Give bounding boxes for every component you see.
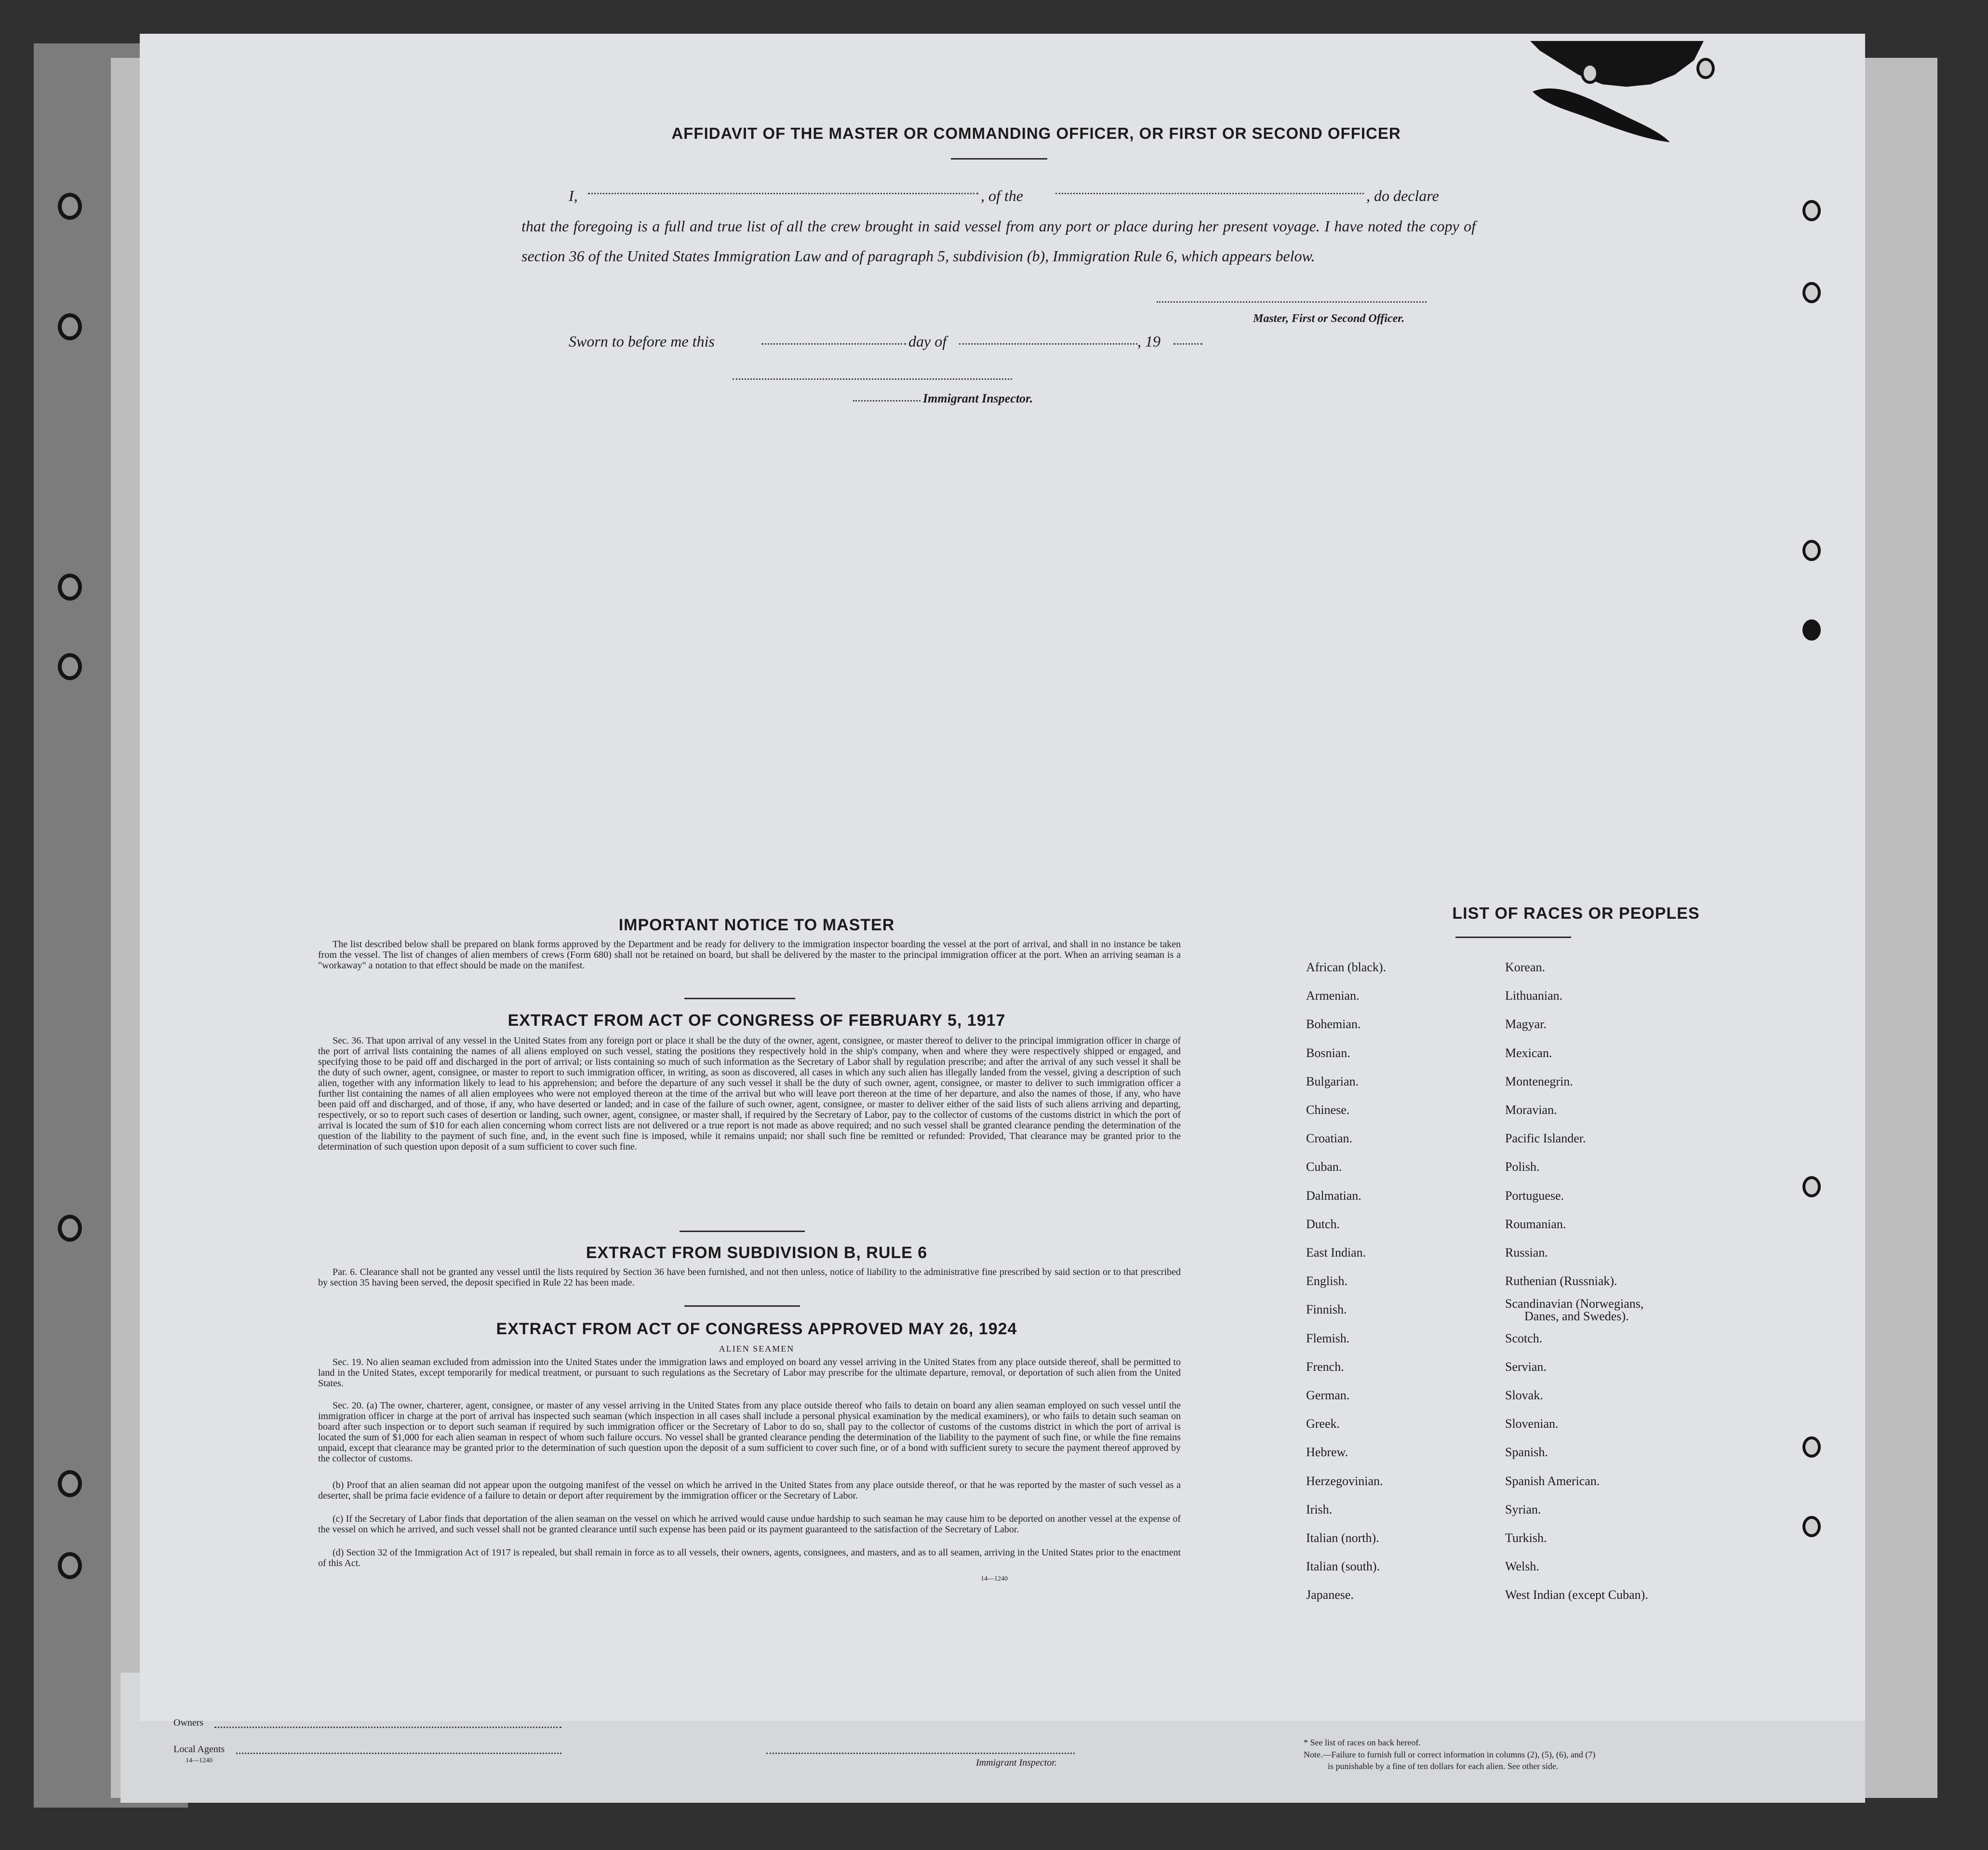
sec20d-body: (d) Section 32 of the Immigration Act of 1917 is repealed, but shall remain in force as to all vessels, their owners, agents, consignees, and masters, and as to all seamen, arriving in the United States prior to the enactment of this Act. <box>318 1547 1181 1568</box>
race-item: West Indian (except Cuban). <box>1505 1588 1648 1602</box>
footer-inspector-label: Immigrant Inspector. <box>976 1757 1057 1768</box>
race-item: Montenegrin. <box>1505 1074 1573 1088</box>
vessel-blank <box>1055 193 1364 194</box>
race-item: French. <box>1306 1360 1344 1374</box>
month-blank <box>959 343 1137 345</box>
races-title: LIST OF RACES OR PEOPLES <box>1452 904 1700 923</box>
inspector-label: Immigrant Inspector. <box>923 391 1033 405</box>
race-item: Dalmatian. <box>1306 1189 1361 1203</box>
notice-title: IMPORTANT NOTICE TO MASTER <box>618 916 895 934</box>
binder-hole-icon <box>58 313 82 340</box>
extract-1924-title: EXTRACT FROM ACT OF CONGRESS APPROVED MAY 26, 1924 <box>496 1320 1017 1338</box>
document-page <box>140 34 1865 1721</box>
race-item: Cuban. <box>1306 1160 1342 1174</box>
divider <box>1455 937 1571 938</box>
race-item: Finnish. <box>1306 1302 1347 1316</box>
divider <box>684 1305 800 1307</box>
punch-hole-icon <box>1802 1516 1821 1537</box>
race-item: Hebrew. <box>1306 1445 1348 1459</box>
sec20b-body: (b) Proof that an alien seaman did not appear upon the outgoing manifest of the vessel on which he arrived in the United States from any place outside thereof, or that he was reported by the master of such vessel as a deserter, shall be prima facie evidence of a failure to detain or deport after requirement by the immigration officer or the Secretary of Labor. <box>318 1480 1181 1501</box>
inspector-blank-2 <box>853 400 921 402</box>
race-item: Spanish. <box>1505 1445 1548 1459</box>
year-blank <box>1174 343 1202 345</box>
race-item: Ruthenian (Russniak). <box>1505 1274 1617 1288</box>
affidavit-declare: , do declare <box>1366 187 1439 204</box>
race-item: Herzegovinian. <box>1306 1474 1383 1488</box>
race-item: Welsh. <box>1505 1559 1539 1573</box>
ink-blot-icon <box>1528 77 1672 149</box>
extract-1917-title: EXTRACT FROM ACT OF CONGRESS OF FEBRUARY 5, 1917 <box>507 1011 1006 1030</box>
owners-blank <box>214 1727 561 1728</box>
race-item: Turkish. <box>1505 1531 1547 1545</box>
race-item: Slovenian. <box>1505 1417 1559 1431</box>
name-blank <box>588 193 978 194</box>
affidavit-of-the: , of the <box>981 187 1023 204</box>
race-item: Slovak. <box>1505 1388 1543 1402</box>
race-item: Croatian. <box>1306 1131 1353 1145</box>
race-item: Italian (north). <box>1306 1531 1379 1545</box>
sworn-prefix: Sworn to before me this <box>569 333 715 350</box>
inspector-signature-blank <box>733 378 1012 380</box>
punch-hole-icon <box>1802 1436 1821 1458</box>
race-item: Servian. <box>1505 1360 1547 1374</box>
extract-1917-body: Sec. 36. That upon arrival of any vessel in the United States from any foreign port or place it shall be the duty of the owner, agent, consignee, or master thereof to deliver to the principal immigration officer in charge of the port of arrival lists containing the names of all aliens employed on such vessel, stating the positions they respectively hold in the ship's company, when and where they were respectively shipped or engaged, and specifying those to be paid off and discharged in the port of arrival; or lists containing so much of such information as the Secretary of Labor shall by regulation prescribe; and after the arrival of any such vessel it shall be the duty of such owner, agent, consignee, or master to report to such immigration officer, in writing, as soon as discovered, all cases in which any such alien has illegally landed from the vessel, giving a description of such alien, together with any information likely to lead to his apprehension; and before the departure of any such vessel it shall be the duty of such owner, agent, consignee, or master to deliver to such immigration officer a further list containing the names of all alien employees who were not employed thereon at the time of the arrival but who will leave port thereon at the time of her departure, and also the names of those, if any, who have been paid off and discharged, and of those, if any, who have deserted or landed; and in case of the failure of such owner, agent, consignee, or master to deliver either of the said lists of such aliens arriving and departing, respectively, or so to report such cases of desertion or landing, such owner, agent, consignee, or master shall, if required by the Secretary of Labor, pay to the collector of customs of the customs district in which the port of arrival is located the sum of $10 for each alien concerning whom correct lists are not delivered or a true report is not made as above required; and no such vessel shall be granted clearance pending the determination of the question of the liability to the payment of such fine, and, in the event such fine is imposed, while it remains unpaid; nor shall such fine be remitted or refunded: Provided, That clearance may be granted prior to the determination of such question upon deposit of a sum sufficient to cover such fine. <box>318 1035 1181 1152</box>
signature-label: Master, First or Second Officer. <box>1253 312 1405 325</box>
punch-hole-icon <box>1802 1176 1821 1197</box>
affidavit-title: AFFIDAVIT OF THE MASTER OR COMMANDING OFFICER, OR FIRST OR SECOND OFFICER <box>671 124 1401 142</box>
punch-hole-icon <box>1581 63 1599 84</box>
race-item: Lithuanian. <box>1505 989 1563 1003</box>
punch-hole-icon <box>1696 58 1715 79</box>
binder-hole-icon <box>58 574 82 601</box>
notice-body: The list described below shall be prepared on blank forms approved by the Department and be ready for delivery to the immigration inspector boarding the vessel at the port of arrival, and shall in no instance be taken from the vessel. The list of changes of alien members of crews (Form 680) shall not be retained on board, but shall be delivered by the master to the principal immigration officer at the port. When an arriving seaman is a "workaway" a notation to that effect should be made on the manifest. <box>318 939 1181 971</box>
race-item: Russian. <box>1505 1246 1548 1260</box>
race-item: Roumanian. <box>1505 1217 1566 1231</box>
race-item: Greek. <box>1306 1417 1340 1431</box>
divider <box>680 1231 805 1232</box>
race-item: English. <box>1306 1274 1348 1288</box>
affidavit-i: I, <box>569 187 578 204</box>
extract-rule6-body: Par. 6. Clearance shall not be granted any vessel until the lists required by Section 36 have been furnished, and not then unless, notice of liability to the administrative fine prescribed by said section or to that prescribed by section 35 having been served, the deposit specified in Rule 22 has been made. <box>318 1267 1181 1288</box>
day-blank <box>761 343 906 345</box>
race-item: Korean. <box>1505 960 1546 974</box>
race-item: Chinese. <box>1306 1103 1350 1117</box>
race-item: Pacific Islander. <box>1505 1131 1586 1145</box>
punch-hole-icon <box>1802 540 1821 561</box>
see-list-note: * See list of races on back hereof. <box>1304 1738 1421 1747</box>
signature-blank <box>1157 301 1427 303</box>
race-item: Scandinavian (Norwegians, <box>1505 1297 1644 1311</box>
race-item: Bulgarian. <box>1306 1074 1359 1088</box>
race-item-continued: Danes, and Swedes). <box>1524 1309 1629 1323</box>
race-item: Armenian. <box>1306 989 1360 1003</box>
binder-hole-icon <box>58 193 82 220</box>
race-item: Syrian. <box>1505 1502 1541 1516</box>
extract-rule6-title: EXTRACT FROM SUBDIVISION B, RULE 6 <box>586 1244 928 1262</box>
footer-form-number: 14—1240 <box>186 1757 213 1764</box>
race-item: Portuguese. <box>1505 1189 1564 1203</box>
race-item: Spanish American. <box>1505 1474 1600 1488</box>
failure-note-line1: Note.—Failure to furnish full or correct information in columns (2), (5), (6), and (7) <box>1304 1750 1596 1759</box>
punch-hole-icon <box>1802 282 1821 303</box>
race-item: Scotch. <box>1505 1331 1543 1345</box>
local-agents-label: Local Agents <box>173 1744 225 1755</box>
race-item: Polish. <box>1505 1160 1540 1174</box>
race-item: Bosnian. <box>1306 1046 1350 1060</box>
footer-inspector-blank <box>766 1753 1075 1754</box>
race-item: East Indian. <box>1306 1246 1366 1260</box>
binder-hole-icon <box>58 653 82 680</box>
binder-hole-icon <box>58 1470 82 1497</box>
punch-hole-icon <box>1802 619 1821 641</box>
sworn-day: day of <box>908 333 947 350</box>
race-item: Magyar. <box>1505 1017 1547 1031</box>
affidavit-body: that the foregoing is a full and true list of all the crew brought in said vessel from any port or place during her present voyage. I have noted the copy of section 36 of the United States Immigration Law and of paragraph 5, subdivision (b), Immigration Rule 6, which appears below. <box>521 217 1476 265</box>
sec19-body: Sec. 19. No alien seaman excluded from admission into the United States under the immigration laws and employed on board any vessel arriving in the United States from any place outside thereof, shall be permitted to land in the United States, except temporarily for medical treatment, or pursuant to such regulations as the Secretary of Labor may prescribe for the ultimate departure, removal, or deportation of such alien from the United States. <box>318 1357 1181 1389</box>
sworn-year: , 19 <box>1137 333 1161 350</box>
owners-label: Owners <box>173 1717 204 1728</box>
race-item: Dutch. <box>1306 1217 1340 1231</box>
race-item: Irish. <box>1306 1502 1333 1516</box>
divider <box>951 158 1047 160</box>
divider <box>684 998 795 999</box>
race-item: Mexican. <box>1505 1046 1552 1060</box>
race-item: Japanese. <box>1306 1588 1354 1602</box>
race-item: German. <box>1306 1388 1350 1402</box>
race-item: Moravian. <box>1505 1103 1557 1117</box>
sec20c-body: (c) If the Secretary of Labor finds that deportation of the alien seaman on the vessel on which he arrived would cause undue hardship to such seaman he may cause him to be deported on another vessel at the expense of the vessel on which he arrived, and such vessel shall not be granted clearance until such expense has been paid or its payment guaranteed to the satisfaction of the Secretary of Labor. <box>318 1514 1181 1535</box>
alien-seamen-subtitle: ALIEN SEAMEN <box>719 1344 795 1354</box>
race-item: Bohemian. <box>1306 1017 1361 1031</box>
binder-hole-icon <box>58 1215 82 1242</box>
local-agents-blank <box>236 1753 561 1754</box>
punch-hole-icon <box>1802 200 1821 221</box>
sec20a-body: Sec. 20. (a) The owner, charterer, agent, consignee, or master of any vessel arriving in the United States from any place outside thereof who fails to detain on board any alien seaman employed on such vessel until the immigration officer in charge at the port of arrival has inspected such seaman (which inspection in all cases shall include a personal physical examination by the medical examiners), or who fails to detain such seaman on board after such inspection or to deport such seaman if required by such immigration officer or the Secretary of Labor to do so, shall pay to the collector of customs of the customs district in which the port of arrival is located the sum of $1,000 for each alien seaman in respect of whom such failure occurs. No vessel shall be granted clearance pending the determination of the liability to the payment of such fine, or while the fine remains unpaid, except that clearance may be granted prior to the determination of such question upon the deposit of a sum sufficient to cover such fine, or of a bond with sufficient surety to secure the payment thereof approved by the collector of customs. <box>318 1400 1181 1464</box>
race-item: African (black). <box>1306 960 1387 974</box>
binder-hole-icon <box>58 1552 82 1579</box>
form-number: 14—1240 <box>981 1575 1008 1582</box>
race-item: Italian (south). <box>1306 1559 1380 1573</box>
failure-note-line2: is punishable by a fine of ten dollars for each alien. See other side. <box>1328 1761 1559 1771</box>
race-item: Flemish. <box>1306 1331 1350 1345</box>
